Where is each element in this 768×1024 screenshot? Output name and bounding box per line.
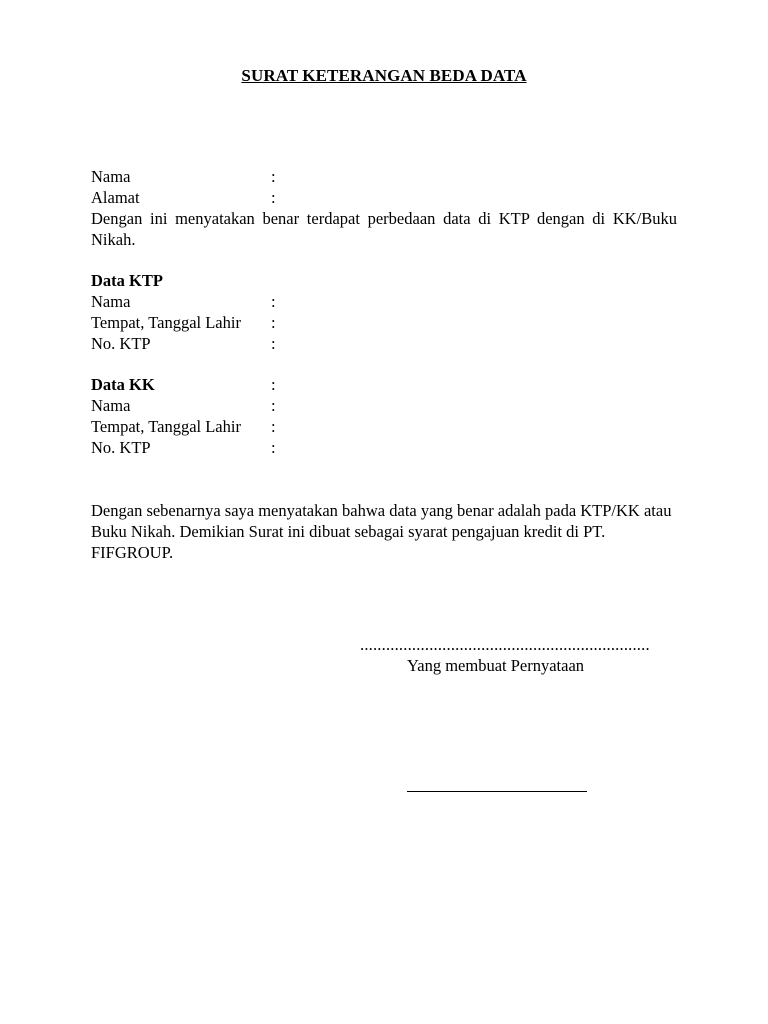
field-label: Nama xyxy=(91,292,131,311)
field-separator: : xyxy=(271,313,276,332)
field-label: Nama xyxy=(91,396,131,415)
field-label: No. KTP xyxy=(91,438,151,457)
kk-field-ttl xyxy=(91,416,276,437)
field-label: No. KTP xyxy=(91,334,151,353)
kk-field-noktp xyxy=(91,437,276,458)
field-separator: : xyxy=(271,188,276,207)
ktp-section-heading xyxy=(91,270,271,291)
field-separator: : xyxy=(271,334,276,353)
signature-line xyxy=(407,791,587,792)
kk-field-nama xyxy=(91,395,276,416)
field-separator: : xyxy=(271,438,276,457)
ktp-field-noktp xyxy=(91,333,276,354)
field-separator: : xyxy=(271,417,276,436)
closing-paragraph: Dengan sebenarnya saya menyatakan bahwa data yang benar adalah pada KTP/KK atau Buku Nikah. Demikian Surat ini dibuat sebagai syarat pengajuan kredit di PT. FIFGROUP. xyxy=(91,501,672,562)
section-heading-label: Data KTP xyxy=(91,271,163,290)
field-label: Alamat xyxy=(91,188,140,207)
ktp-field-ttl xyxy=(91,312,276,333)
field-nama xyxy=(91,166,276,187)
field-separator: : xyxy=(271,292,276,311)
intro-paragraph: Dengan ini menyatakan benar terdapat perbedaan data di KTP dengan di KK/Buku Nikah. xyxy=(91,209,677,249)
field-label: Nama xyxy=(91,167,131,186)
document-title: SURAT KETERANGAN BEDA DATA xyxy=(241,66,527,85)
field-label: Tempat, Tanggal Lahir xyxy=(91,417,241,436)
signature-caption: Yang membuat Pernyataan xyxy=(407,656,585,675)
signature-dots: ................................................................... xyxy=(360,635,650,654)
field-separator: : xyxy=(271,396,276,415)
ktp-field-nama xyxy=(91,291,276,312)
section-heading-label: Data KK xyxy=(91,375,155,394)
field-separator: : xyxy=(271,375,276,394)
field-separator: : xyxy=(271,167,276,186)
field-label: Tempat, Tanggal Lahir xyxy=(91,313,241,332)
field-alamat xyxy=(91,187,276,208)
kk-section-heading xyxy=(91,374,276,395)
